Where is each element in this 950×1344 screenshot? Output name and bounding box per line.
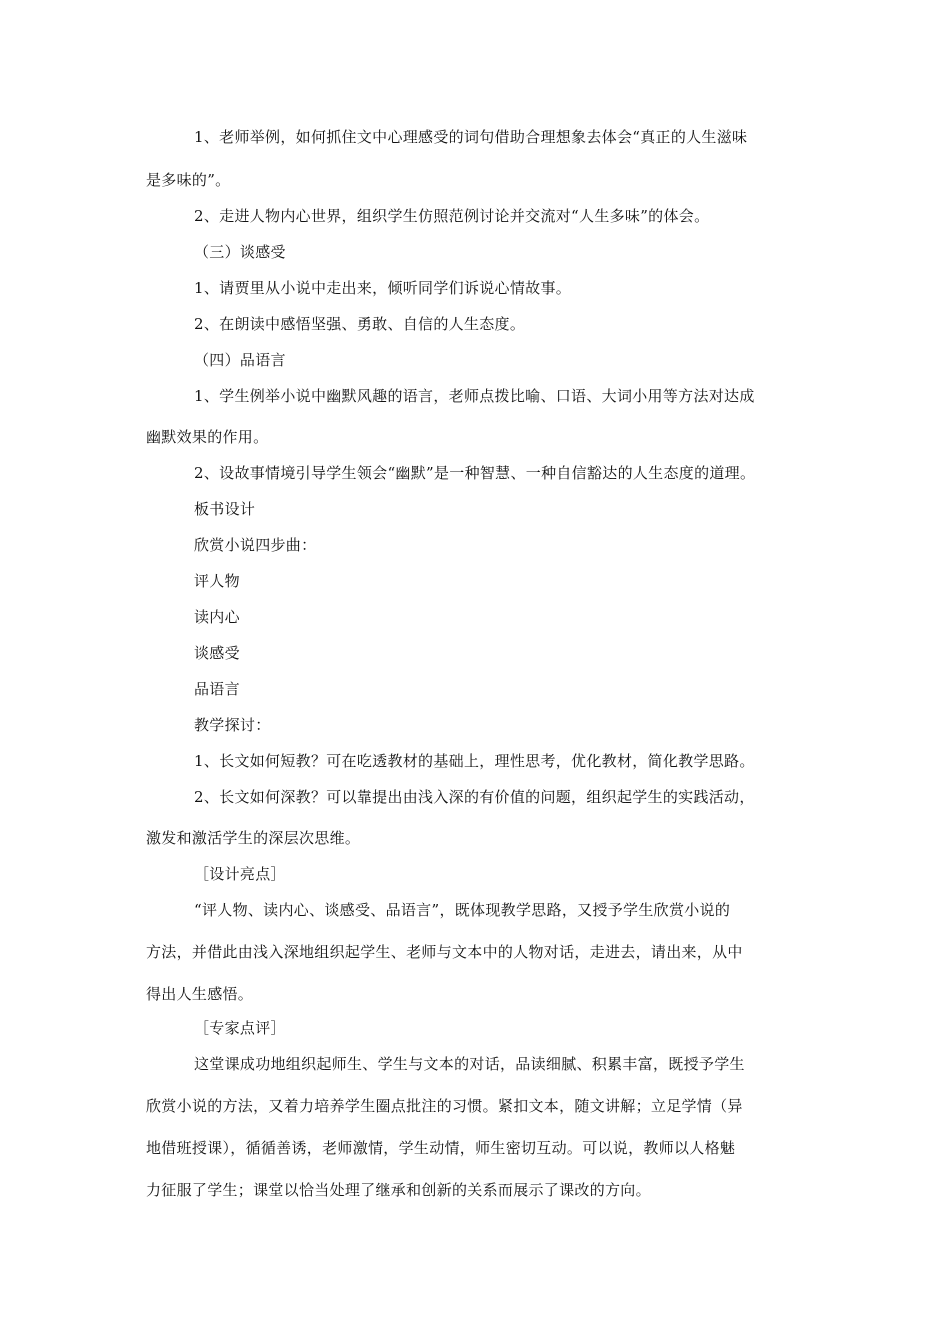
board-item-3: 谈感受 bbox=[194, 644, 240, 662]
paragraph-5-line-1: 1、学生例举小说中幽默风趣的语言，老师点拨比喻、口语、大词小用等方法对达成 bbox=[194, 387, 755, 405]
paragraph-5-line-2: 幽默效果的作用。 bbox=[146, 428, 269, 446]
section-heading-4: （四）品语言 bbox=[194, 351, 286, 369]
review-line-2: 欣赏小说的方法，又着力培养学生圈点批注的习惯。紧扣文本，随文讲解；立足学情（异 bbox=[146, 1097, 743, 1115]
paragraph-2: 2、走进人物内心世界，组织学生仿照范例讨论并交流对“人生多味”的体会。 bbox=[194, 207, 710, 225]
highlights-line-2: 方法，并借此由浅入深地组织起学生、老师与文本中的人物对话，走进去，请出来，从中 bbox=[146, 943, 743, 961]
paragraph-4: 2、在朗读中感悟坚强、勇敢、自信的人生态度。 bbox=[194, 315, 526, 333]
review-line-3: 地借班授课），循循善诱，老师激情，学生动情，师生密切互动。可以说，教师以人格魅 bbox=[146, 1139, 736, 1157]
review-line-4: 力征服了学生；课堂以恰当处理了继承和创新的关系而展示了课改的方向。 bbox=[146, 1181, 651, 1199]
review-line-1: 这堂课成功地组织起师生、学生与文本的对话，品读细腻、积累丰富，既授予学生 bbox=[194, 1055, 745, 1073]
discussion-point-1: 1、长文如何短教？可在吃透教材的基础上，理性思考，优化教材，简化教学思路。 bbox=[194, 752, 755, 770]
section-heading-3: （三）谈感受 bbox=[194, 243, 286, 261]
board-item-1: 评人物 bbox=[194, 572, 240, 590]
board-design-heading: 板书设计 bbox=[194, 500, 256, 518]
paragraph-3: 1、请贾里从小说中走出来，倾听同学们诉说心情故事。 bbox=[194, 279, 572, 297]
board-item-4: 品语言 bbox=[194, 680, 240, 698]
highlights-line-1: “评人物、读内心、谈感受、品语言”，既体现教学思路，又授予学生欣赏小说的 bbox=[194, 901, 731, 919]
highlights-line-3: 得出人生感悟。 bbox=[146, 985, 254, 1003]
discussion-point-2-line-2: 激发和激活学生的深层次思维。 bbox=[146, 829, 361, 847]
board-item-2: 读内心 bbox=[194, 608, 240, 626]
board-design-title: 欣赏小说四步曲： bbox=[194, 536, 317, 554]
highlights-heading: ［设计亮点］ bbox=[194, 865, 286, 883]
discussion-point-2-line-1: 2、长文如何深教？可以靠提出由浅入深的有价值的问题，组织起学生的实践活动， bbox=[194, 788, 755, 806]
review-heading: ［专家点评］ bbox=[194, 1019, 286, 1037]
paragraph-1-line-1: 1、老师举例，如何抓住文中心理感受的词句借助合理想象去体会“真正的人生滋味 bbox=[194, 128, 748, 146]
discussion-heading: 教学探讨： bbox=[194, 716, 271, 734]
paragraph-1-line-2: 是多味的”。 bbox=[146, 171, 231, 189]
paragraph-6: 2、设故事情境引导学生领会“幽默”是一种智慧、一种自信豁达的人生态度的道理。 bbox=[194, 464, 756, 482]
